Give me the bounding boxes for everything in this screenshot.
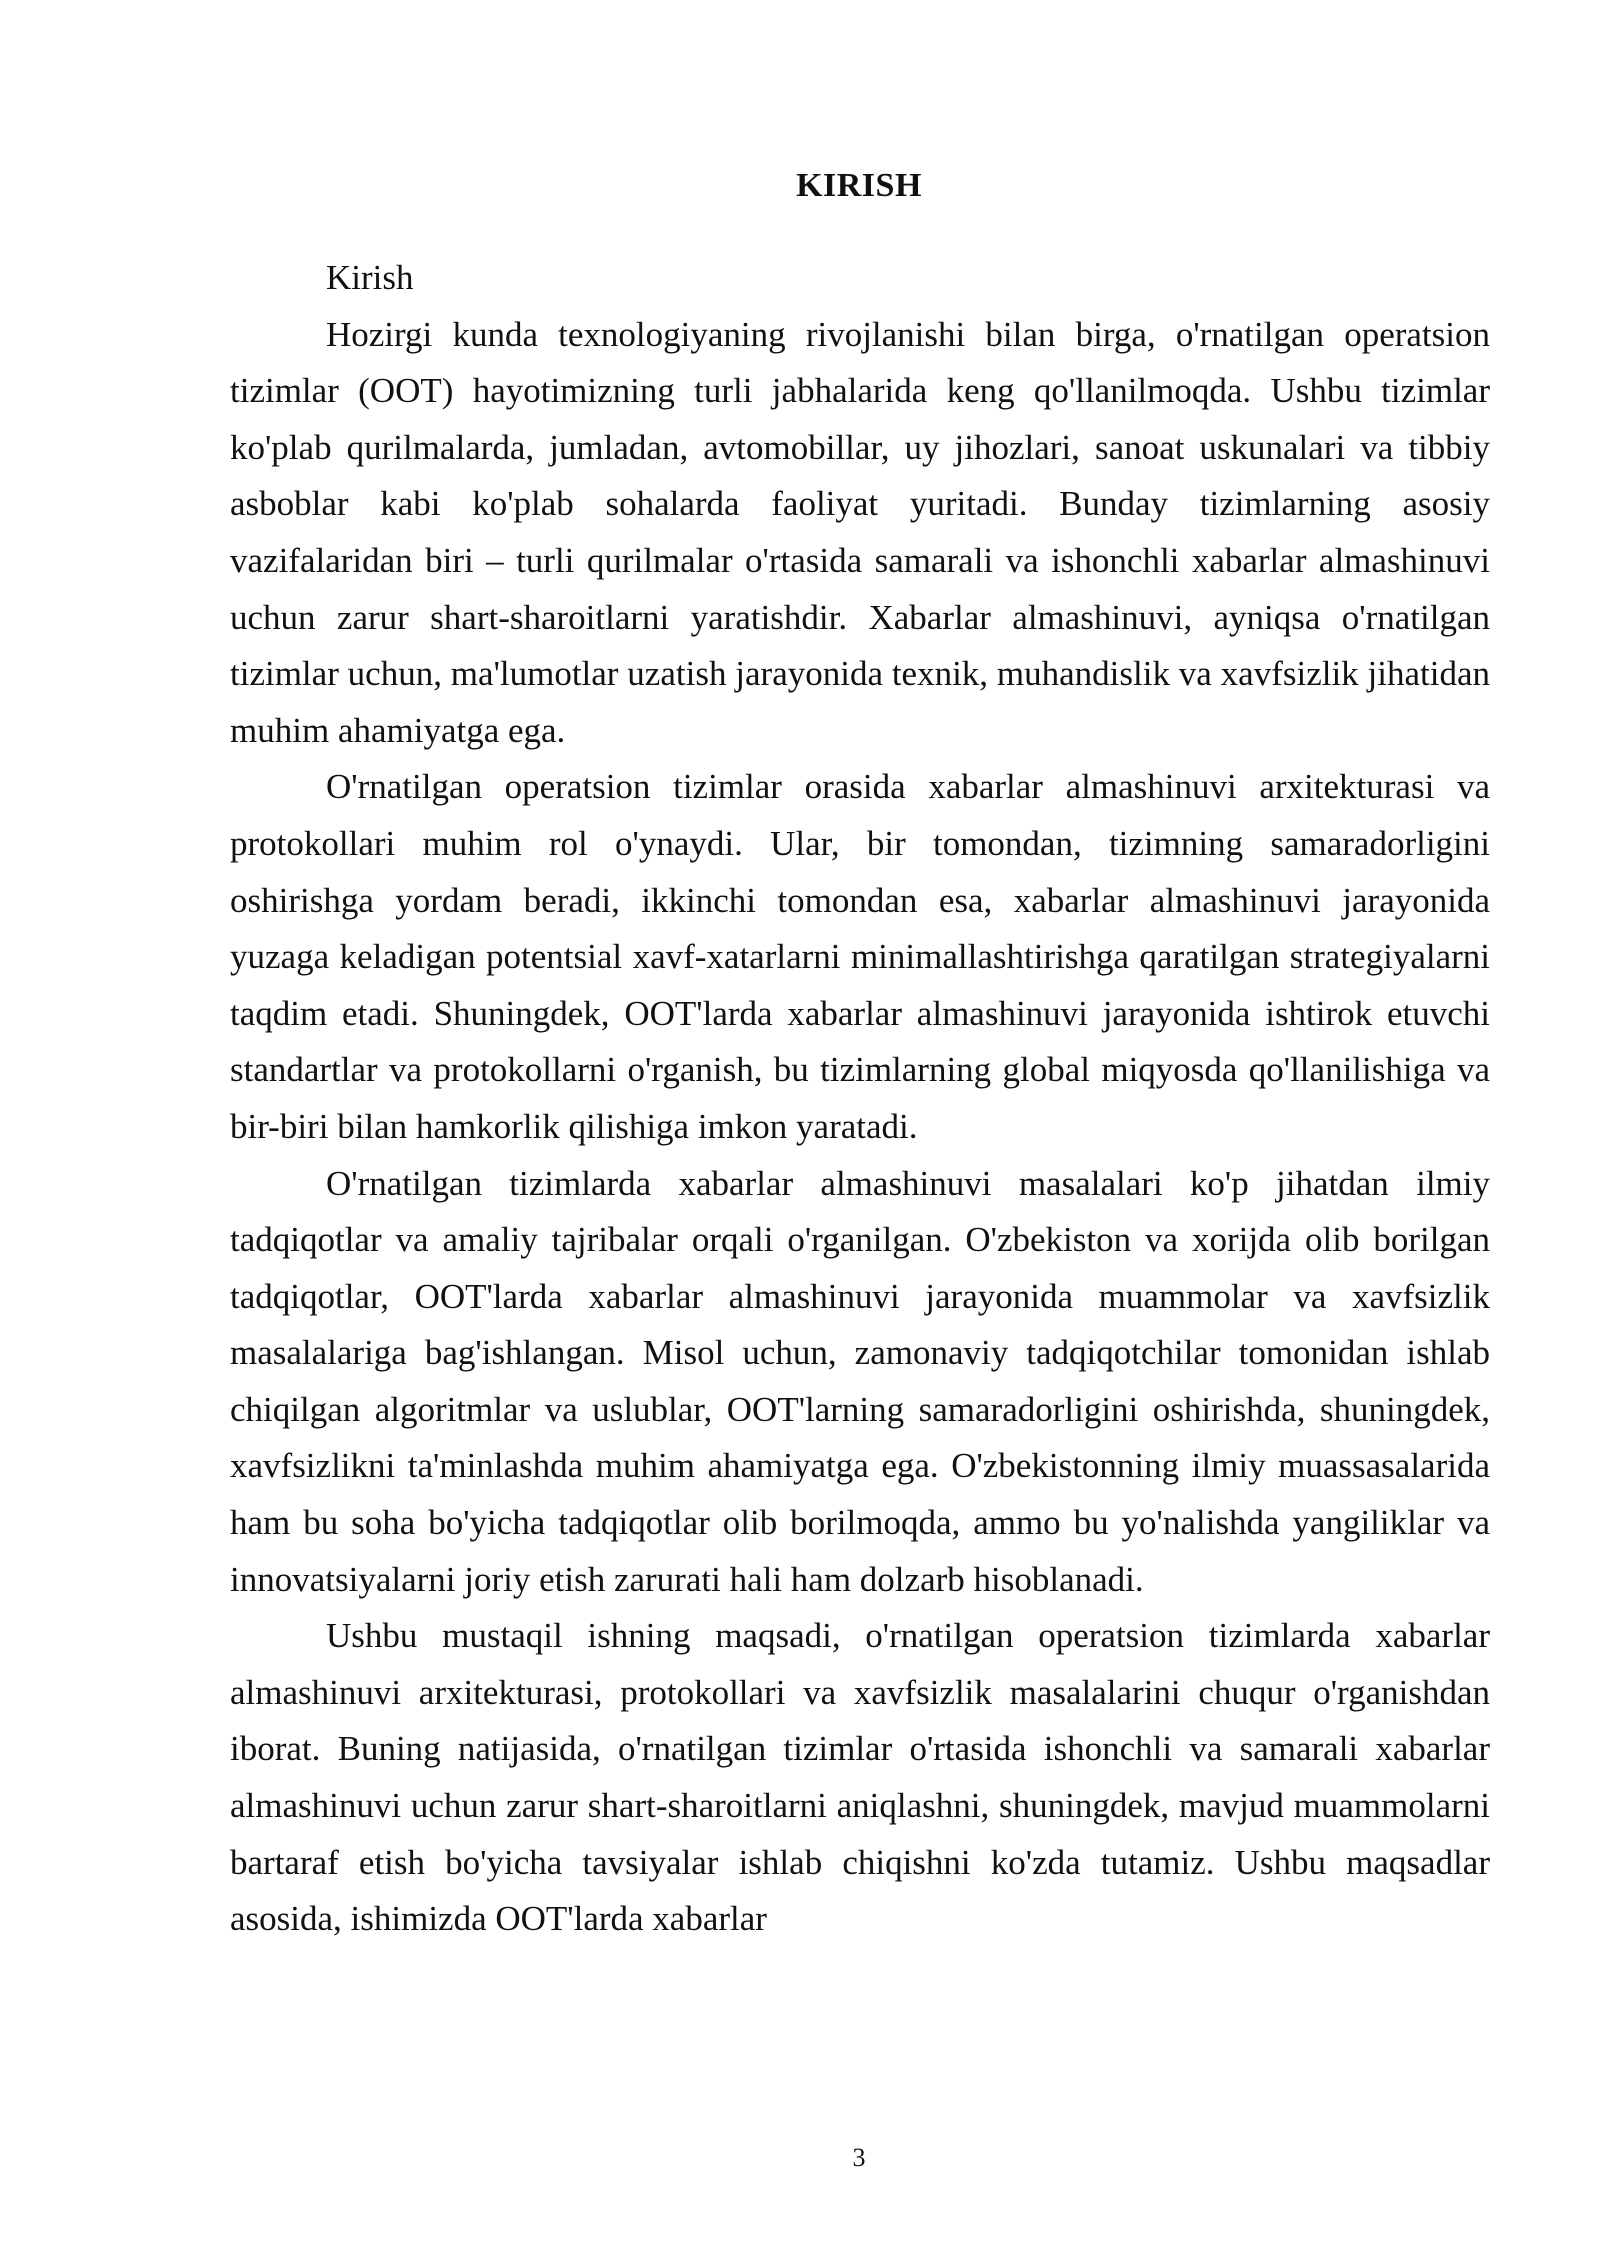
document-body: [230, 250, 1490, 1948]
paragraph: Hozirgi kunda texnologiyaning rivojlanishi bilan birga, o'rnatilgan operatsion tizimlar (OOT) hayotimizning turli jabhalarida keng qo'llanilmoqda. Ushbu tizimlar ko'plab qurilmalarda, jumladan, avtomobillar, uy jihozlari, sanoat uskunalari va tibbiy asboblar kabi ko'plab sohalarda faoliyat yuritadi. Bunday tizimlarning asosiy vazifalaridan biri – turli qurilmalar o'rtasida samarali va ishonchli xabarlar almashinuvi uchun zarur shart-sharoitlarni yaratishdir. Xabarlar almashinuvi, ayniqsa o'rnatilgan tizimlar uchun, ma'lumotlar uzatish jarayonida texnik, muhandislik va xavfsizlik jihatidan muhim ahamiyatga ega.: [230, 314, 1490, 750]
section-heading: KIRISH: [796, 167, 922, 204]
paragraph: Ushbu mustaqil ishning maqsadi, o'rnatilgan operatsion tizimlarda xabarlar almashinuvi arxitekturasi, protokollari va xavfsizlik masalalarini chuqur o'rganishdan iborat. Buning natijasida, o'rnatilgan tizimlar o'rtasida ishonchli va samarali xabarlar almashinuvi uchun zarur shart-sharoitlarni aniqlashni, shuningdek, mavjud muammolarni bartaraf etish bo'yicha tavsiyalar ishlab chiqishni ko'zda tutamiz. Ushbu maqsadlar asosida, ishimizda OOT'larda xabarlar: [230, 1616, 1490, 1939]
paragraph: O'rnatilgan tizimlarda xabarlar almashinuvi masalalari ko'p jihatdan ilmiy tadqiqotlar va amaliy tajribalar orqali o'rganilgan. O'zbekiston va xorijda olib borilgan tadqiqotlar, OOT'larda xabarlar almashinuvi jarayonida muammolar va xavfsizlik masalalariga bag'ishlangan. Misol uchun, zamonaviy tadqiqotchilar tomonidan ishlab chiqilgan algoritmlar va uslublar, OOT'larning samaradorligini oshirishda, shuningdek, xavfsizlikni ta'minlashda muhim ahamiyatga ega. O'zbekistonning ilmiy muassasalarida ham bu soha bo'yicha tadqiqotlar olib borilmoqda, ammo bu yo'nalishda yangiliklar va innovatsiyalarni joriy etish zarurati hali ham dolzarb hisoblanadi.: [230, 1163, 1490, 1599]
paragraph: O'rnatilgan operatsion tizimlar orasida xabarlar almashinuvi arxitekturasi va protokollari muhim rol o'ynaydi. Ular, bir tomondan, tizimning samaradorligini oshirishga yordam beradi, ikkinchi tomondan esa, xabarlar almashinuvi jarayonida yuzaga keladigan potentsial xavf-xatarlarni minimallashtirishga qaratilgan strategiyalarni taqdim etadi. Shuningdek, OOT'larda xabarlar almashinuvi jarayonida ishtirok etuvchi standartlar va protokollarni o'rganish, bu tizimlarning global miqyosda qo'llanilishiga va bir-biri bilan hamkorlik qilishiga imkon yaratadi.: [230, 767, 1490, 1146]
paragraph-intro-label: Kirish: [326, 258, 414, 297]
page-number: 3: [852, 2143, 866, 2172]
